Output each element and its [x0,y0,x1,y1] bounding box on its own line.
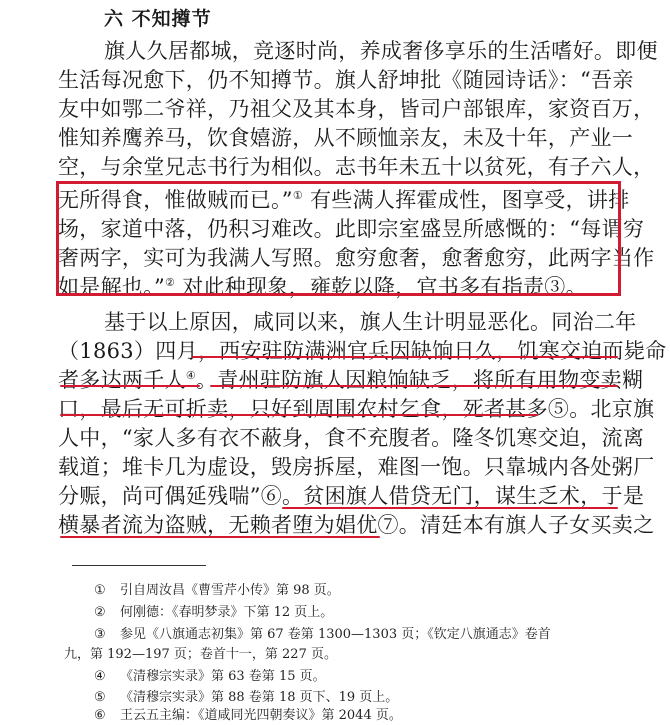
line-text: 有些满人挥霍成性，图享受，讲排 [303,188,630,212]
line-text: 载道；堆卡几为虚设，毁房拆屋，难图一饱。只靠城内各处粥厂 [58,455,655,479]
body-line [58,424,645,453]
footnote-item [94,707,402,725]
line-text: 者多达两千人 [58,368,186,392]
red-underline [210,385,618,387]
body-line [58,453,655,482]
footnote-item [94,689,398,707]
red-underline [60,414,538,416]
body-line [58,215,645,244]
footnote-item [94,604,333,622]
red-underline [60,536,380,538]
line-text: 友中如鄂二爷祥，乃祖父及其本身，皆司户部银库，家资百万， [58,97,655,121]
footnote-number: ⑤ [94,690,106,705]
line-text: 奢两字，实可为我满人写照。愈穷愈奢，愈奢愈穷，此两字当作 [58,246,655,270]
footnote-divider [72,565,206,566]
footnote-text: 九，第 192—197 页；卷首十一，第 227 页。 [64,647,337,662]
footnote-item [64,646,337,664]
line-text: 横暴者流为盗贼，无赖者堕为娼优⑦。清廷本有旗人子女买卖之 [58,513,655,537]
body-line [58,337,667,366]
footnote-text: 《清穆宗实录》第 63 卷第 15 页。 [120,669,326,684]
footnote-number: ③ [94,627,106,642]
body-line [58,366,644,395]
footnote-number: ① [94,583,106,598]
line-text: 如是解也。” [58,275,166,299]
footnote-ref: ① [292,189,304,202]
section-heading: 六 不知撙节 [104,8,212,30]
footnote-item [94,626,551,644]
red-underline [282,507,618,509]
line-text: 惟知养鹰养马，饮食嬉游，从不顾恤亲友，未及十年，产业一 [58,126,634,150]
body-line [58,244,655,273]
footnote-item [94,668,326,686]
footnote-number: ④ [94,669,106,684]
red-underline [60,385,200,387]
footnote-item [94,582,340,600]
line-text: 口，最后无可折卖，只好到周围农村乞食，死者甚多⑤。北京旗 [58,397,655,421]
red-underline [192,356,618,358]
body-line [104,308,664,337]
line-text: 旗人久居都城，竞逐时尚，养成奢侈享乐的生活嗜好。即便 [104,39,658,63]
line-text: 空，与余堂兄志书行为相似。志书年未五十以贫死，有子六人， [58,155,655,179]
footnote-number: ② [94,605,106,620]
footnote-text: 参见《八旗通志初集》第 67 卷第 1300—1303 页；《钦定八旗通志》卷首 [120,627,551,642]
body-line [104,37,664,66]
body-line [58,153,655,182]
body-line [58,273,618,302]
line-text: （1863）四月，西安驻防满洲官兵因缺饷日久，饥寒交迫而毙命 [58,339,667,363]
body-line [58,124,634,153]
line-text: 对此种现象，雍乾以降，官书多有指责③。 [175,275,587,299]
line-text: 无所得食，惟做贼而已。” [58,188,293,212]
body-line [58,66,634,95]
footnote-text: 何刚德：《春明梦录》下第 12 页上。 [120,605,334,620]
line-text: 生活每况愈下，仍不知撙节。旗人舒坤批《随园诗话》：“吾亲 [58,68,634,92]
line-text: 基于以上原因，咸同以来，旗人生计明显恶化。同治二年 [104,310,637,334]
footnote-text: 《清穆宗实录》第 88 卷第 18 页下、19 页上。 [120,690,399,705]
line-text: 人中，“家人多有衣不蔽身，食不充腹者。隆冬饥寒交迫，流离 [58,426,645,450]
footnote-text: 王云五主编：《道咸同光四朝奏议》第 2044 页。 [120,708,402,723]
body-line [58,186,630,215]
line-text: 。青州驻防旗人因粮饷缺乏，将所有用物变卖糊 [195,368,644,392]
footnote-ref: ④ [185,369,196,382]
body-line [58,95,655,124]
body-line [58,395,655,424]
footnote-text: 引自周汝昌《曹雪芹小传》第 98 页。 [120,583,340,598]
line-text: 场，家道中落，仍积习难改。此即宗室盛昱所感慨的：“每谓穷 [58,217,645,241]
footnote-ref: ② [165,276,176,289]
line-text: 分赈，尚可偶延残喘”⑥。贫困旗人借贷无门，谋生乏术，于是 [58,484,645,508]
footnote-number: ⑥ [94,708,106,723]
